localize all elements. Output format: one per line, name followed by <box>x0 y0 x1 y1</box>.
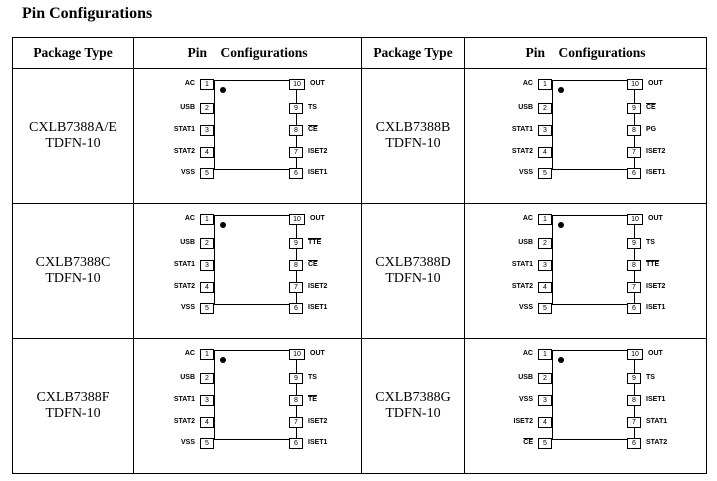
pin-number: 4 <box>538 147 552 158</box>
pin-label: TS <box>308 103 317 111</box>
pin-number: 3 <box>538 395 552 406</box>
pin-number: 4 <box>200 147 214 158</box>
pin-diagram-cell <box>134 69 362 204</box>
chip-body <box>214 215 297 305</box>
pin-label: USB <box>180 373 195 381</box>
pin-diagram-cell <box>465 204 707 339</box>
pin-6 <box>289 167 349 179</box>
pin-3 <box>156 394 214 406</box>
pin-9 <box>289 372 349 384</box>
pin-8 <box>627 124 687 136</box>
pin-1 <box>156 78 214 90</box>
chip-body <box>552 80 635 170</box>
device-cell <box>362 69 465 204</box>
pin-label: TS <box>308 373 317 381</box>
pin-10 <box>289 78 349 90</box>
chip-body <box>214 350 297 440</box>
pin-label: AC <box>522 79 533 87</box>
pin-2 <box>156 102 214 114</box>
pin-5 <box>156 302 214 314</box>
pin-diagram <box>134 340 361 473</box>
device-package: TDFN-10 <box>385 406 441 421</box>
pin-number: 2 <box>200 103 214 114</box>
pin-7 <box>289 416 349 428</box>
pin-number: 2 <box>538 103 552 114</box>
pin-number: 7 <box>289 417 303 428</box>
pin1-marker-dot <box>558 87 564 93</box>
pin-diagram-cell <box>134 204 362 339</box>
device-cell <box>13 204 134 339</box>
pin-number: 10 <box>627 79 643 90</box>
pin-4 <box>494 146 552 158</box>
pin-number: 8 <box>627 395 641 406</box>
pin-6 <box>289 437 349 449</box>
pin-label: ISET1 <box>308 168 328 176</box>
device-name: CXLB7388D <box>375 255 451 270</box>
pin-7 <box>627 416 687 428</box>
pin-6 <box>627 167 687 179</box>
pin-label: STAT1 <box>173 125 195 133</box>
pin-number: 7 <box>289 147 303 158</box>
pin-label: ISET1 <box>646 303 666 311</box>
pin-number: 5 <box>538 438 552 449</box>
pin-number: 8 <box>289 125 303 136</box>
pin-number: 8 <box>627 260 641 271</box>
device-package: TDFN-10 <box>45 271 101 286</box>
pin-3 <box>156 124 214 136</box>
pin-label: VSS <box>180 303 195 311</box>
pin-number: 10 <box>627 214 643 225</box>
pin-label: TS <box>646 373 655 381</box>
pin-label: ISET2 <box>646 147 666 155</box>
pin-number: 6 <box>289 303 303 314</box>
device-package: TDFN-10 <box>385 271 441 286</box>
pin-2 <box>494 372 552 384</box>
pin-label: ISET2 <box>513 417 533 425</box>
pin-number: 6 <box>627 303 641 314</box>
pin-1 <box>494 78 552 90</box>
pin-label: ISET2 <box>646 282 666 290</box>
pin-8 <box>289 259 349 271</box>
pin-6 <box>627 437 687 449</box>
pin-7 <box>289 146 349 158</box>
pin-number: 5 <box>200 438 214 449</box>
pin-number: 9 <box>289 373 303 384</box>
pin-10 <box>289 348 349 360</box>
pin-number: 10 <box>289 79 305 90</box>
pin-number: 3 <box>200 395 214 406</box>
device-name: CXLB7388F <box>36 390 110 405</box>
pin-4 <box>494 281 552 293</box>
pin-number: 6 <box>627 438 641 449</box>
pin-number: 4 <box>538 282 552 293</box>
device-name: CXLB7388A/E <box>29 120 117 135</box>
pin-5 <box>494 437 552 449</box>
pin-diagram <box>465 205 706 338</box>
pin-number: 8 <box>627 125 641 136</box>
pin-number: 4 <box>538 417 552 428</box>
pin-9 <box>289 102 349 114</box>
pin-8 <box>627 259 687 271</box>
pin-4 <box>156 281 214 293</box>
pin-1 <box>494 213 552 225</box>
pin-label: OUT <box>648 214 663 222</box>
pin-number: 10 <box>289 349 305 360</box>
pin-label: STAT2 <box>511 147 533 155</box>
pin-number: 8 <box>289 395 303 406</box>
pin-diagram-cell <box>465 69 707 204</box>
pin-3 <box>156 259 214 271</box>
pin-number: 1 <box>200 79 214 90</box>
pin-number: 2 <box>538 373 552 384</box>
pin-number: 4 <box>200 282 214 293</box>
chip-body <box>214 80 297 170</box>
pin-5 <box>494 167 552 179</box>
pin-number: 3 <box>538 260 552 271</box>
pin-number: 10 <box>627 349 643 360</box>
pin-label: AC <box>184 214 195 222</box>
pin-number: 4 <box>200 417 214 428</box>
table-row <box>13 339 707 474</box>
pin-2 <box>494 237 552 249</box>
pin-7 <box>627 146 687 158</box>
pin-number: 6 <box>289 168 303 179</box>
pin-4 <box>156 146 214 158</box>
pin-label: OUT <box>310 79 325 87</box>
pin-diagram <box>465 340 706 473</box>
table-row <box>13 69 707 204</box>
pin-number: 9 <box>289 238 303 249</box>
pin-9 <box>627 102 687 114</box>
pin-label: USB <box>518 373 533 381</box>
pin-label: VSS <box>518 395 533 403</box>
pin-10 <box>627 78 687 90</box>
pin-5 <box>156 167 214 179</box>
pin-number: 6 <box>627 168 641 179</box>
device-name: CXLB7388C <box>35 255 111 270</box>
pin-label: AC <box>522 349 533 357</box>
pin-label: STAT2 <box>173 282 195 290</box>
pin-number: 2 <box>200 238 214 249</box>
chip-body <box>552 215 635 305</box>
pin-label: VSS <box>180 438 195 446</box>
pin-label: VSS <box>518 168 533 176</box>
pin-7 <box>289 281 349 293</box>
pin-1 <box>494 348 552 360</box>
pin-number: 2 <box>200 373 214 384</box>
pin-number: 5 <box>538 168 552 179</box>
pin-label: $\overline{CE}$ <box>523 438 533 446</box>
pin-2 <box>156 237 214 249</box>
pin-4 <box>156 416 214 428</box>
pin-label: ISET1 <box>308 303 328 311</box>
device-name: CXLB7388B <box>375 120 451 135</box>
pin-label: ISET2 <box>308 417 328 425</box>
pin-label: STAT2 <box>511 282 533 290</box>
pin-9 <box>627 372 687 384</box>
pin1-marker-dot <box>220 87 226 93</box>
pin-diagram <box>134 70 361 203</box>
device-name: CXLB7388G <box>375 390 451 405</box>
pin-2 <box>156 372 214 384</box>
pin-label: STAT1 <box>646 417 668 425</box>
pin-number: 8 <box>289 260 303 271</box>
pin-label: USB <box>180 103 195 111</box>
pin-6 <box>627 302 687 314</box>
pin-10 <box>627 348 687 360</box>
pin-number: 7 <box>289 282 303 293</box>
pin1-marker-dot <box>220 357 226 363</box>
device-package: TDFN-10 <box>385 136 441 151</box>
pin-number: 9 <box>627 103 641 114</box>
device-package: TDFN-10 <box>45 406 101 421</box>
pin-9 <box>289 237 349 249</box>
pin-diagram <box>465 70 706 203</box>
pin1-marker-dot <box>558 357 564 363</box>
pin-10 <box>627 213 687 225</box>
header-pin-configurations: Pin Configurations <box>134 38 362 69</box>
pin-9 <box>627 237 687 249</box>
pin-label: STAT2 <box>173 147 195 155</box>
pin-label: OUT <box>310 349 325 357</box>
pin-label: $\overline{TTE}$ <box>646 260 660 268</box>
pin-label: OUT <box>310 214 325 222</box>
device-cell <box>13 339 134 474</box>
pin-number: 3 <box>538 125 552 136</box>
page-title: Pin Configurations <box>22 5 153 22</box>
pin-diagram-cell <box>134 339 362 474</box>
pin-label: VSS <box>180 168 195 176</box>
pin-8 <box>289 124 349 136</box>
pin-number: 3 <box>200 125 214 136</box>
pin-8 <box>627 394 687 406</box>
pin-label: ISET1 <box>308 438 328 446</box>
pin-number: 10 <box>289 214 305 225</box>
pin-label: STAT2 <box>646 438 668 446</box>
device-cell <box>13 69 134 204</box>
pin-number: 5 <box>200 303 214 314</box>
pin-number: 1 <box>200 349 214 360</box>
pin-number: 7 <box>627 282 641 293</box>
pin-label: STAT1 <box>173 395 195 403</box>
pin-1 <box>156 348 214 360</box>
pin-label: USB <box>518 238 533 246</box>
pin-7 <box>627 281 687 293</box>
pin-label: USB <box>180 238 195 246</box>
device-cell <box>362 339 465 474</box>
pin-number: 7 <box>627 417 641 428</box>
pin-label: STAT2 <box>173 417 195 425</box>
pin-1 <box>156 213 214 225</box>
pin-label: ISET1 <box>646 395 666 403</box>
pin-label: ISET2 <box>308 282 328 290</box>
pin-label: OUT <box>648 349 663 357</box>
header-package-type: Package Type <box>362 38 465 69</box>
pin-label: STAT1 <box>173 260 195 268</box>
pin-label: VSS <box>518 303 533 311</box>
pin-number: 5 <box>538 303 552 314</box>
pin-label: USB <box>518 103 533 111</box>
pin-label: TS <box>646 238 655 246</box>
pin-label: OUT <box>648 79 663 87</box>
pin-number: 9 <box>627 238 641 249</box>
pin-number: 1 <box>200 214 214 225</box>
pin-10 <box>289 213 349 225</box>
pin-label: $\overline{CE}$ <box>308 125 318 133</box>
pin1-marker-dot <box>558 222 564 228</box>
pin-number: 7 <box>627 147 641 158</box>
header-pin-configurations: Pin Configurations <box>465 38 707 69</box>
pin-label: PG <box>646 125 657 133</box>
pin-label: STAT1 <box>511 125 533 133</box>
pin-number: 3 <box>200 260 214 271</box>
pin-5 <box>494 302 552 314</box>
pin-2 <box>494 102 552 114</box>
pin-3 <box>494 124 552 136</box>
pin-number: 9 <box>627 373 641 384</box>
pin-label: AC <box>184 349 195 357</box>
pin-label: AC <box>522 214 533 222</box>
pin-3 <box>494 259 552 271</box>
header-package-type: Package Type <box>13 38 134 69</box>
pin-5 <box>156 437 214 449</box>
device-cell <box>362 204 465 339</box>
pin-diagram-cell <box>465 339 707 474</box>
pin-configurations-table <box>12 37 707 474</box>
pin1-marker-dot <box>220 222 226 228</box>
header-row <box>13 38 707 69</box>
pin-8 <box>289 394 349 406</box>
device-package: TDFN-10 <box>45 136 101 151</box>
pin-diagram <box>134 205 361 338</box>
pin-label: $\overline{TTE}$ <box>308 238 322 246</box>
pin-label: $\overline{TE}$ <box>308 395 317 403</box>
pin-number: 1 <box>538 349 552 360</box>
pin-label: ISET1 <box>646 168 666 176</box>
pin-label: STAT1 <box>511 260 533 268</box>
pin-3 <box>494 394 552 406</box>
pin-4 <box>494 416 552 428</box>
pin-label: $\overline{CE}$ <box>308 260 318 268</box>
pin-6 <box>289 302 349 314</box>
pin-number: 1 <box>538 79 552 90</box>
pin-number: 6 <box>289 438 303 449</box>
pin-number: 2 <box>538 238 552 249</box>
pin-number: 1 <box>538 214 552 225</box>
pin-number: 5 <box>200 168 214 179</box>
table-row <box>13 204 707 339</box>
chip-body <box>552 350 635 440</box>
pin-number: 9 <box>289 103 303 114</box>
pin-label: ISET2 <box>308 147 328 155</box>
pin-label: AC <box>184 79 195 87</box>
pin-label: $\overline{CE}$ <box>646 103 656 111</box>
